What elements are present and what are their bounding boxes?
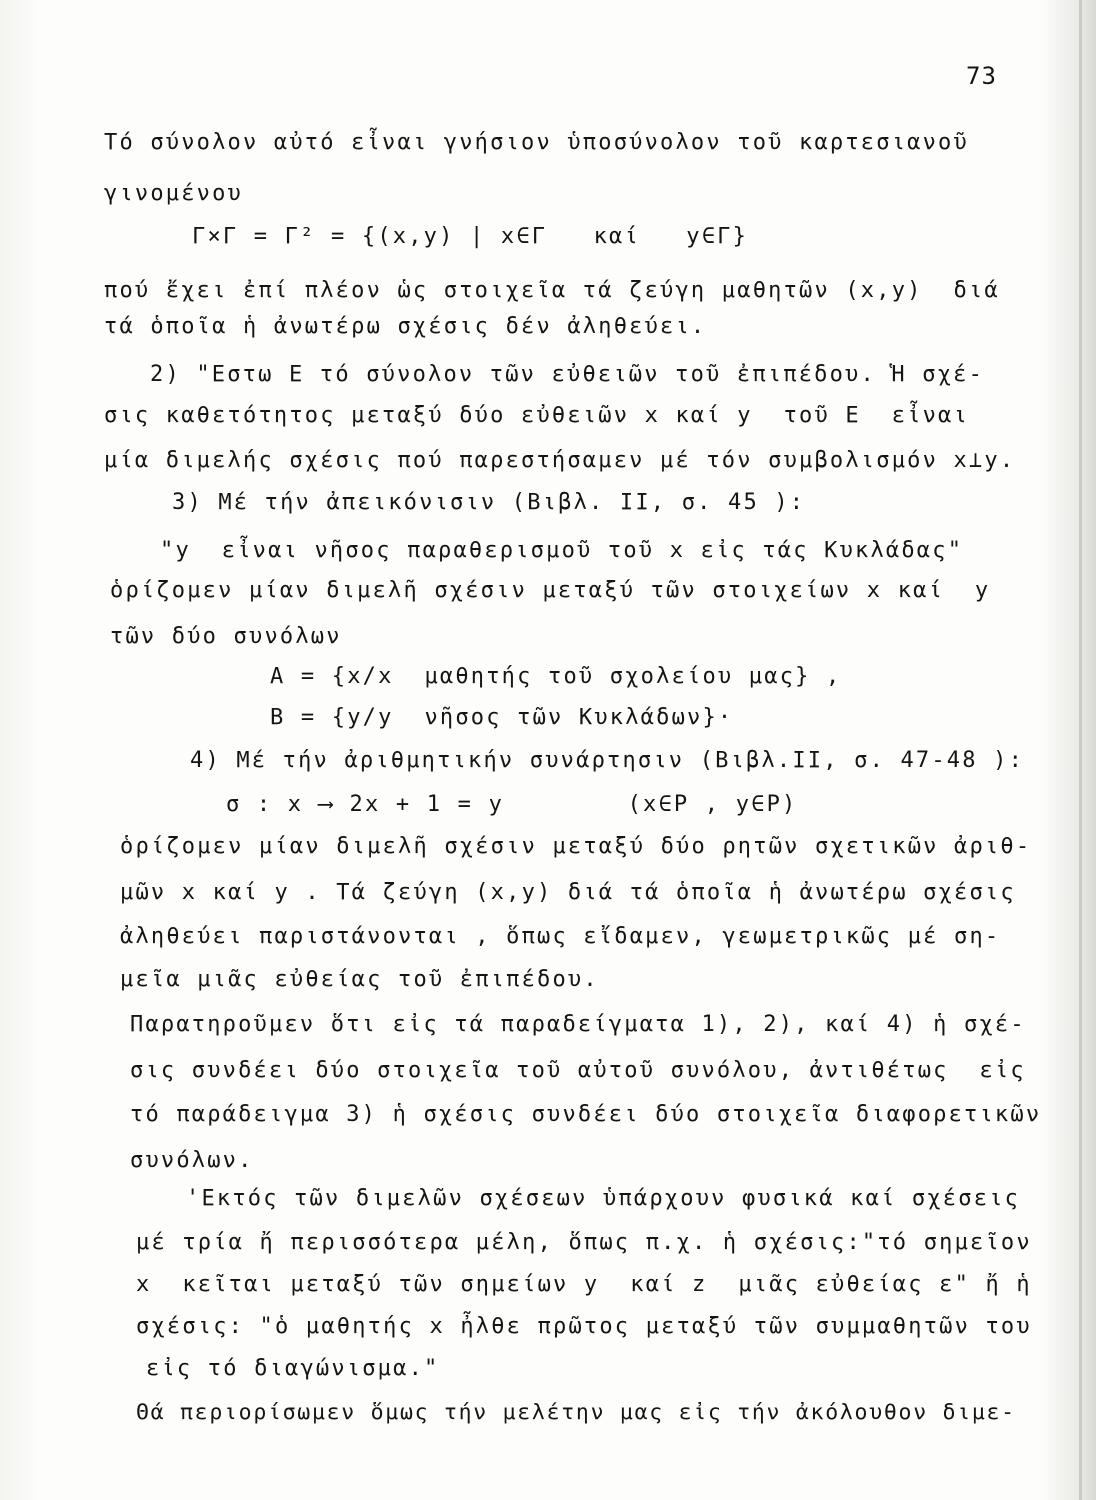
text-line: τά ὁποῖα ἡ ἀνωτέρω σχέσις δέν ἀληθεύει. [104,314,707,339]
text-line: ἀληθεύει παριστάνονται , ὅπως εἴδαμεν, γεωμετρικῶς μέ ση- [120,924,1001,949]
text-line: 2) "Εστω Ε τό σύνολον τῶν εὐθειῶν τοῦ ἐπιπέδου. Ἡ σχέ- [150,362,985,387]
text-line: τῶν δύο συνόλων [110,624,342,649]
text-line: συνόλων. [130,1148,254,1173]
text-line: σις καθετότητος μεταξύ δύο εὐθειῶν x καί y τοῦ Ε εἶναι [104,403,969,428]
text-line: μῶν x καί y . Τά ζεύγη (x,y) διά τά ὁποῖα ἡ ἀνωτέρω σχέσις [120,880,1016,905]
set-definition-A: Α = {x/x μαθητής τοῦ σχολείου μας} , [270,664,842,689]
text-line: ὁρίζομεν μίαν διμελῆ σχέσιν μεταξύ τῶν στοιχείων x καί y [110,578,991,603]
set-definition-B: Β = {y/y νῆσος τῶν Κυκλάδων}· [270,705,734,730]
text-line: x κεῖται μεταξύ τῶν σημείων y καί z μιᾶς εὐθείας ε" ἤ ἡ [136,1272,1032,1297]
page-edge [1079,0,1082,1500]
text-line: 'Εκτός τῶν διμελῶν σχέσεων ὑπάρχουν φυσικά καί σχέσεις [186,1186,1021,1211]
text-line: Θά περιορίσωμεν ὅμως τήν μελέτην μας εἰς τήν ἀκόλουθον διμε- [136,1400,1016,1425]
math-line: σ : x ⟶ 2x + 1 = y (x∈P , y∈P) [226,792,798,817]
text-line: Παρατηροῦμεν ὅτι εἰς τά παραδείγματα 1), 2), καί 4) ἡ σχέ- [130,1012,1026,1037]
text-line: μεῖα μιᾶς εὐθείας τοῦ ἐπιπέδου. [120,967,599,992]
text-line: μέ τρία ἤ περισσότερα μέλη, ὅπως π.χ. ἡ σχέσις:"τό σημεῖον [136,1230,1032,1255]
text-line: ὁρίζομεν μίαν διμελῆ σχέσιν μεταξύ δύο ρητῶν σχετικῶν ἀριθ- [120,834,1032,859]
page-number: 73 [966,62,997,90]
text-line: γινομένου [104,181,244,206]
text-line: μία διμελής σχέσις πού παρεστήσαμεν μέ τόν συμβολισμόν x⊥y. [104,448,1016,473]
text-line: Τό σύνολον αὐτό εἶναι γνήσιον ὑποσύνολον τοῦ καρτεσιανοῦ [104,130,969,155]
text-line: πού ἔχει ἐπί πλέον ὡς στοιχεῖα τά ζεύγη μαθητῶν (x,y) διά [104,278,1000,303]
text-line: 4) Μέ τήν ἀριθμητικήν συνάρτησιν (Βιβλ.ΙΙ, σ. 47-48 ): [190,748,1025,773]
text-line: σχέσις: "ὁ μαθητής x ἦλθε πρῶτος μεταξύ τῶν συμμαθητῶν του [136,1314,1032,1339]
text-line: σις συνδέει δύο στοιχεῖα τοῦ αὐτοῦ συνόλου, ἀντιθέτως εἰς [130,1058,1026,1083]
text-line: "y εἶναι νῆσος παραθερισμοῦ τοῦ x εἰς τάς Κυκλάδας" [160,538,964,563]
text-line: 3) Μέ τήν ἀπεικόνισιν (Βιβλ. ΙΙ, σ. 45 ): [172,490,806,515]
text-line: εἰς τό διαγώνισμα." [146,1356,440,1381]
math-line: Γ×Γ = Γ² = {(x,y) | x∈Γ καί y∈Γ} [192,224,749,249]
text-line: τό παράδειγμα 3) ἡ σχέσις συνδέει δύο στοιχεῖα διαφορετικῶν [130,1102,1042,1127]
